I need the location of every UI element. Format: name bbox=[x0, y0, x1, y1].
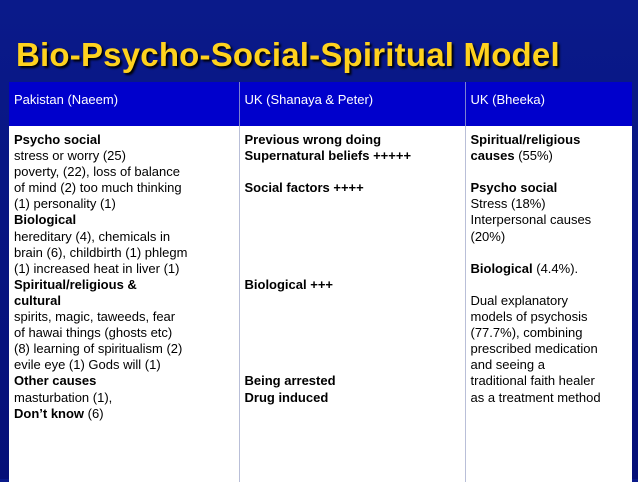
category-heading: Other causes bbox=[14, 373, 97, 389]
spacer bbox=[245, 293, 459, 374]
header-uk-shanaya-peter: UK (Shanaya & Peter) bbox=[239, 82, 465, 126]
cell-line bbox=[471, 148, 627, 164]
cell-line: masturbation (1), bbox=[14, 389, 113, 405]
cell-line: spirits, magic, taweeds, fear bbox=[14, 309, 176, 325]
spacer bbox=[245, 196, 459, 277]
category-heading: Don’t know bbox=[14, 405, 85, 421]
category-heading: Spiritual/religious & bbox=[14, 276, 137, 292]
spacer bbox=[471, 164, 627, 180]
spacer bbox=[471, 277, 627, 293]
cell-text: (4.4%). bbox=[532, 260, 579, 276]
cell-line: prescribed medication bbox=[470, 341, 598, 357]
cell-line: and seeing a bbox=[470, 357, 545, 373]
category-heading: Psycho social bbox=[14, 132, 101, 147]
cell-line: as a treatment method bbox=[470, 389, 601, 405]
uk-shanaya-peter-cell bbox=[239, 126, 465, 482]
cell-line: Being arrested bbox=[244, 373, 336, 389]
cell-line: brain (6), childbirth (1) phlegm bbox=[14, 244, 188, 260]
cell-line: (77.7%), combining bbox=[470, 325, 583, 341]
cell-text: (6) bbox=[84, 405, 104, 421]
cell-line: (20%) bbox=[470, 228, 506, 244]
cell-line: hereditary (4), chemicals in bbox=[14, 228, 171, 244]
uk-bheeka-cell bbox=[465, 126, 632, 482]
cell-line: Dual explanatory bbox=[470, 292, 569, 308]
cell-line: Previous wrong doing bbox=[244, 132, 382, 147]
cell-line: Supernatural beliefs +++++ bbox=[244, 148, 412, 164]
header-pakistan: Pakistan (Naeem) bbox=[9, 82, 239, 126]
cell-line: Social factors ++++ bbox=[244, 180, 364, 196]
slide-title: Bio-Psycho-Social-Spiritual Model bbox=[16, 36, 560, 73]
pakistan-cell bbox=[9, 126, 239, 482]
cell-line: of mind (2) too much thinking bbox=[14, 180, 182, 196]
cell-line: Stress (18%) bbox=[470, 196, 546, 212]
cell-line: Interpersonal causes bbox=[470, 212, 592, 228]
cell-line: (1) increased heat in liver (1) bbox=[14, 260, 180, 276]
cell-line: evile eye (1) Gods will (1) bbox=[14, 357, 161, 373]
cell-line: of hawai things (ghosts etc) bbox=[14, 325, 173, 341]
category-heading: Psycho social bbox=[470, 180, 558, 196]
cell-line: traditional faith healer bbox=[470, 373, 595, 389]
cell-line: models of psychosis bbox=[470, 309, 588, 325]
cell-line: (1) personality (1) bbox=[14, 196, 116, 212]
table-body-row bbox=[9, 126, 632, 482]
cell-line: Drug induced bbox=[244, 389, 329, 405]
cell-line bbox=[471, 261, 627, 277]
table-header-row bbox=[9, 82, 632, 126]
header-uk-bheeka: UK (Bheeka) bbox=[465, 82, 632, 126]
cell-line: Biological +++ bbox=[244, 276, 334, 292]
spacer bbox=[245, 164, 459, 180]
cell-line bbox=[14, 406, 233, 422]
spacer bbox=[471, 245, 627, 261]
causes-table bbox=[9, 82, 632, 482]
cell-line: poverty, (22), loss of balance bbox=[14, 164, 180, 180]
category-heading: cultural bbox=[14, 292, 61, 308]
category-heading: Spiritual/religious bbox=[470, 132, 581, 147]
cell-text: (55%) bbox=[514, 148, 553, 164]
cell-line: stress or worry (25) bbox=[14, 148, 126, 164]
category-heading: Biological bbox=[14, 212, 77, 228]
category-heading: Biological bbox=[470, 260, 533, 276]
cell-line: (8) learning of spiritualism (2) bbox=[14, 341, 183, 357]
category-heading: causes bbox=[470, 148, 515, 164]
